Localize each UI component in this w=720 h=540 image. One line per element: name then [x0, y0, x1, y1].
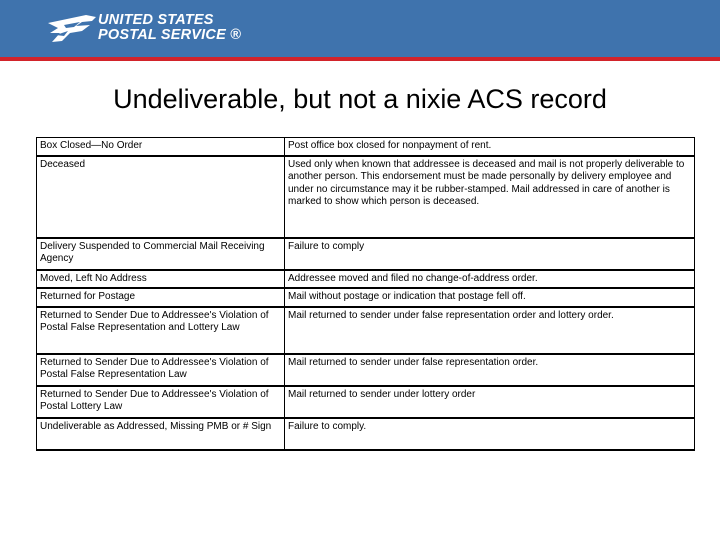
description-cell: Mail without postage or indication that postage fell off.: [285, 288, 695, 307]
header-bar: [0, 0, 720, 57]
description-cell: Addressee moved and filed no change-of-address order.: [285, 270, 695, 289]
description-cell: Failure to comply: [285, 238, 695, 270]
table-row: [37, 418, 695, 450]
code-cell: Undeliverable as Addressed, Missing PMB or # Sign: [37, 418, 285, 450]
table-row: [37, 386, 695, 418]
code-cell: Box Closed—No Order: [37, 138, 285, 156]
table-row: [37, 238, 695, 270]
description-cell: Mail returned to sender under false representation order and lottery order.: [285, 307, 695, 354]
description-cell: Mail returned to sender under false representation order.: [285, 354, 695, 386]
usps-logo: [46, 11, 241, 45]
page-title: Undeliverable, but not a nixie ACS record: [113, 84, 607, 114]
code-cell: Delivery Suspended to Commercial Mail Receiving Agency: [37, 238, 285, 270]
code-cell: Returned to Sender Due to Addressee's Violation of Postal False Representation Law: [37, 354, 285, 386]
header-accent-line: [0, 57, 720, 61]
description-cell: Post office box closed for nonpayment of rent.: [285, 138, 695, 156]
table-row: [37, 270, 695, 289]
table-row: [37, 156, 695, 238]
code-cell: Returned for Postage: [37, 288, 285, 307]
logo-line-2: POSTAL SERVICE ®: [98, 27, 242, 43]
table-row: [37, 307, 695, 354]
endorsement-table: [36, 137, 695, 451]
table-row: [37, 354, 695, 386]
description-cell: Failure to comply.: [285, 418, 695, 450]
code-cell: Returned to Sender Due to Addressee's Violation of Postal False Representation and Lottery Law: [37, 307, 285, 354]
eagle-icon: [46, 11, 96, 45]
table-row: [37, 138, 695, 156]
logo-line-1: UNITED STATES: [98, 12, 214, 28]
table-row: [37, 288, 695, 307]
description-cell: Mail returned to sender under lottery order: [285, 386, 695, 418]
code-cell: Deceased: [37, 156, 285, 238]
code-cell: Returned to Sender Due to Addressee's Violation of Postal Lottery Law: [37, 386, 285, 418]
description-cell: Used only when known that addressee is deceased and mail is not properly deliverable to another person. This endorsement must be made personally by delivery employee and under no circumstance may it be rubber-stamped. Mail addressed in care of another is marked to show which person is deceased.: [285, 156, 695, 238]
code-cell: Moved, Left No Address: [37, 270, 285, 289]
